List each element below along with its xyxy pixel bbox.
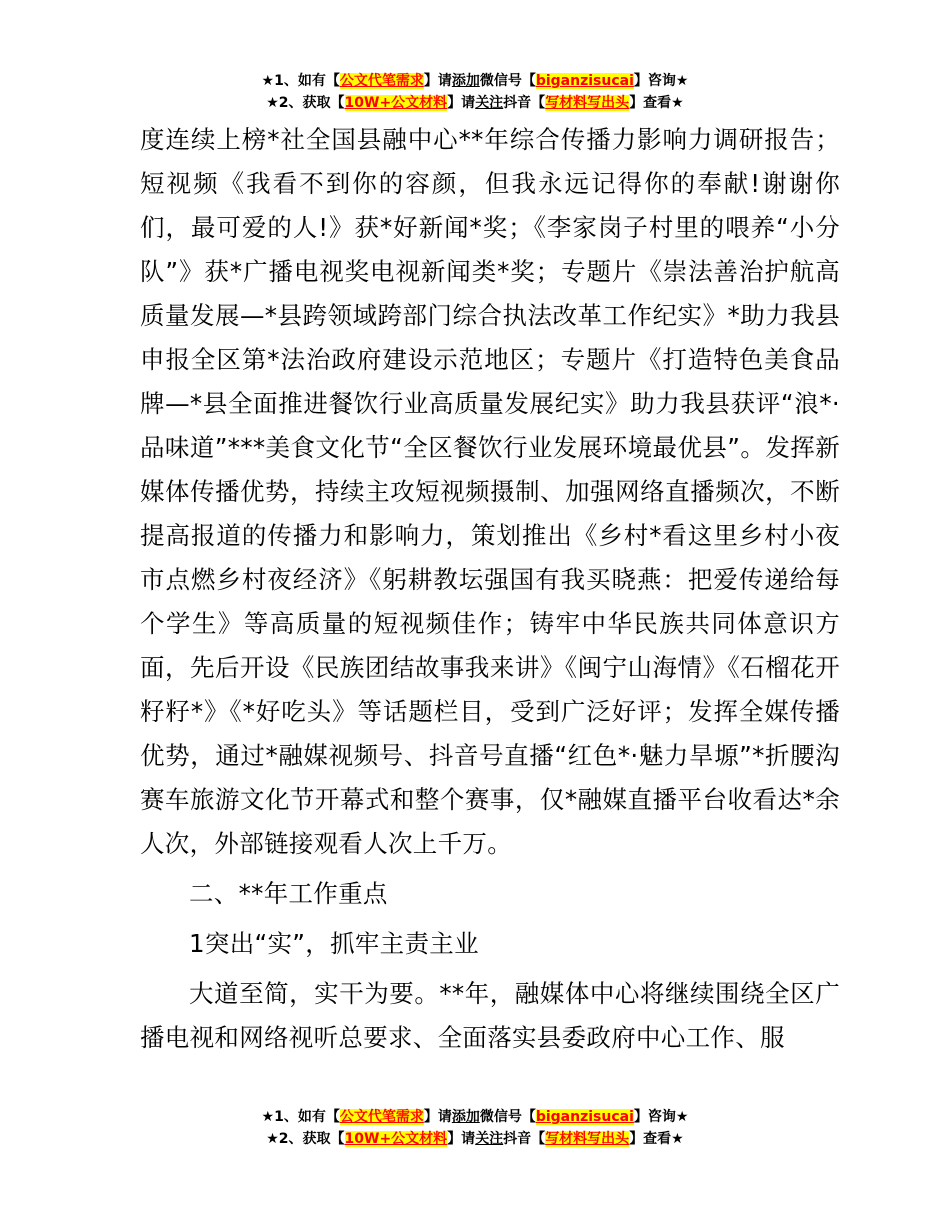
highlight-materials: 10W+公文材料 [344, 95, 448, 111]
header-banner [0, 70, 950, 114]
banner-text: 抖音【 [503, 1131, 546, 1147]
banner-underlined-text: 关注 [475, 95, 504, 111]
highlight-service: 公文代笔需求 [339, 1109, 424, 1125]
paragraph-achievements: 度连续上榜*社全国县融中心**年综合传播力影响力调研报告；短视频《我看不到你的容颜，但我永远记得你的奉献!谢谢你们，最可爱的人!》获*好新闻*奖；《李家岗子村里的喂养“小分队”》获*广播电视奖电视新闻类*奖；专题片《崇法善治护航高质量发展—*县跨领域跨部门综合执法改革工作纪实》*助力我县申报全区第*法治政府建设示范地区；专题片《打造特色美食品牌—*县全面推进餐饮行业高质量发展纪实》助力我县获评“浪*·品味道”***美食文化节“全区餐饮行业发展环境最优县”。发挥新媒体传播优势，持续主攻短视频摄制、加强网络直播频次，不断提高报道的传播力和影响力，策划推出《乡村*看这里乡村小夜市点燃乡村夜经济》《躬耕教坛强国有我买晓燕：把爱传递给每个学生》等高质量的短视频佳作；铸牢中华民族共同体意识方面，先后开设《民族团结故事我来讲》《闽宁山海情》《石榴花开籽籽*》《*好吃头》等话题栏目，受到广泛好评；发挥全媒传播优势，通过*融媒视频号、抖音号直播“红色*·魅力旱塬”*折腰沟赛车旅游文化节开幕式和整个赛事，仅*融媒直播平台收看达*余人次，外部链接观看人次上千万。 [140, 125, 840, 858]
highlight-douyin-id: 写材料写出头 [545, 1131, 630, 1147]
document-body [140, 118, 840, 1060]
highlight-wechat-id: biganzisucai [535, 1109, 634, 1125]
banner-line-1 [0, 1106, 950, 1128]
banner-text: ★2、获取【 [266, 95, 345, 111]
banner-text: ★1、如有【 [261, 73, 340, 89]
highlight-douyin-id: 写材料写出头 [545, 95, 630, 111]
highlight-wechat-id: biganzisucai [535, 73, 634, 89]
banner-line-1 [0, 70, 950, 92]
banner-text: 微信号【 [479, 1109, 536, 1125]
banner-text: 】请 [447, 1131, 476, 1147]
banner-underlined-text: 添加 [451, 1109, 480, 1125]
banner-text: ★2、获取【 [266, 1131, 345, 1147]
banner-text: 】查看★ [629, 1131, 684, 1147]
banner-line-2 [0, 92, 950, 114]
banner-text: 微信号【 [479, 73, 536, 89]
banner-text: 】查看★ [629, 95, 684, 111]
banner-underlined-text: 添加 [451, 73, 480, 89]
highlight-materials: 10W+公文材料 [344, 1131, 448, 1147]
banner-text: 】咨询★ [633, 1109, 689, 1125]
banner-underlined-text: 关注 [475, 1131, 504, 1147]
banner-text: 】请 [447, 95, 476, 111]
sub-heading: 1突出“实”，抓牢主责主业 [189, 929, 479, 958]
footer-banner [0, 1106, 950, 1150]
banner-text: 抖音【 [503, 95, 546, 111]
highlight-service: 公文代笔需求 [339, 73, 424, 89]
banner-text: ★1、如有【 [261, 1109, 340, 1125]
banner-text: 】请 [423, 73, 452, 89]
banner-text: 】咨询★ [633, 73, 689, 89]
banner-line-2 [0, 1128, 950, 1150]
banner-text: 】请 [423, 1109, 452, 1125]
paragraph-work-focus: 大道至简，实干为要。**年，融媒体中心将继续围绕全区广播电视和网络视听总要求、全面落实县委政府中心工作、服 [140, 979, 840, 1052]
section-heading: 二、**年工作重点 [189, 879, 388, 908]
